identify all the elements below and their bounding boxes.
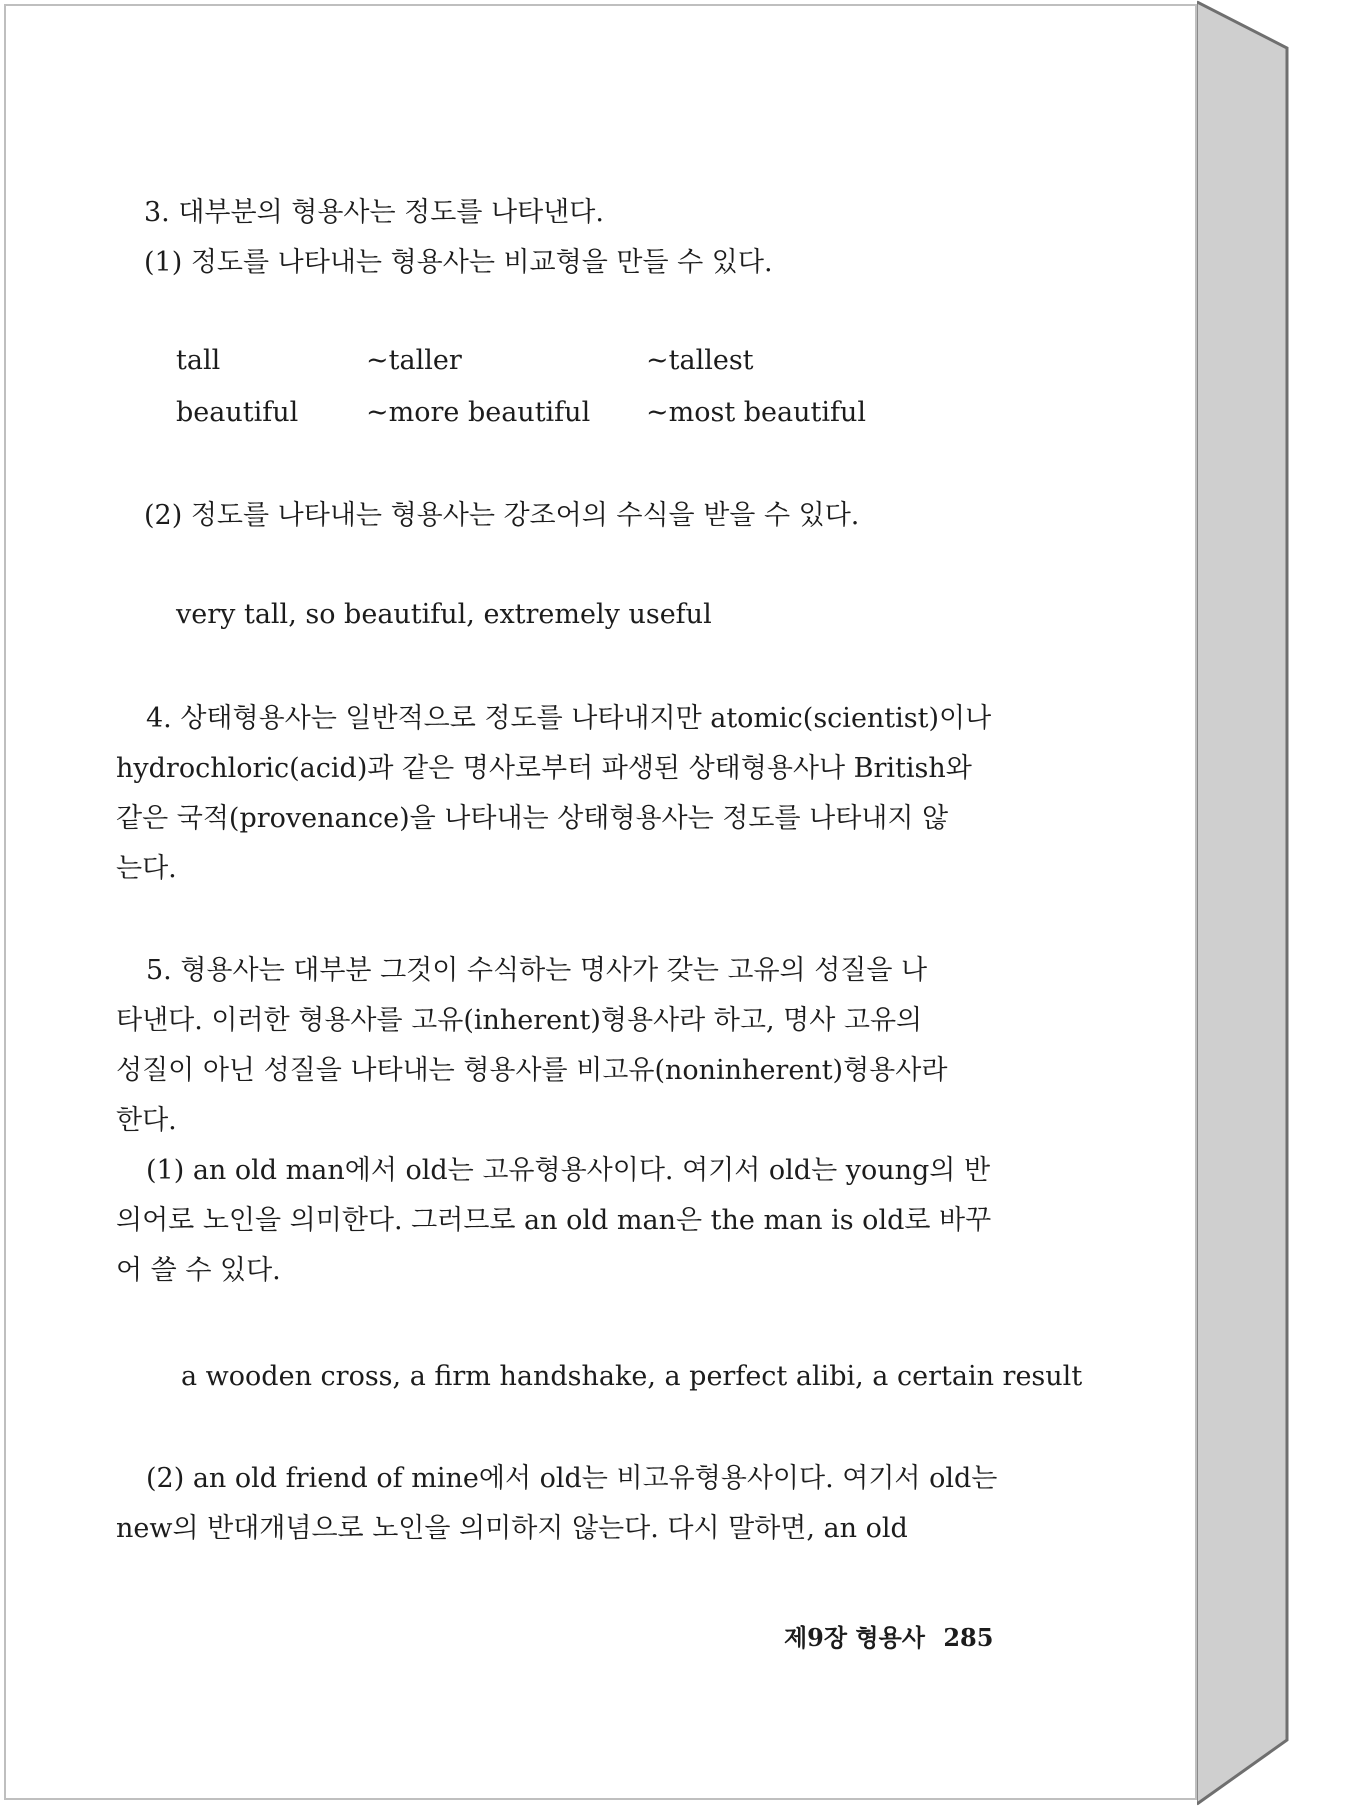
section3-sub2: (2) 정도를 나타내는 형용사는 강조어의 수식을 받을 수 있다. — [144, 500, 860, 531]
section5-sub1-line-1: (1) an old man에서 old는 고유형용사이다. 여기서 old는 young의 반 — [146, 1155, 991, 1186]
example-comparative: ~more beautiful — [366, 397, 591, 428]
intensifier-example: very tall, so beautiful, extremely useful — [176, 599, 712, 630]
section4-line-4: 는다. — [116, 853, 177, 884]
section5-line-1: 5. 형용사는 대부분 그것이 수식하는 명사가 갖는 고유의 성질을 나 — [146, 955, 928, 986]
section5-sub2-line-2: new의 반대개념으로 노인을 의미하지 않는다. 다시 말하면, an old — [116, 1513, 908, 1544]
section5-line-2: 타낸다. 이러한 형용사를 고유(inherent)형용사라 하고, 명사 고유의 — [116, 1005, 923, 1036]
section5-line-3: 성질이 아닌 성질을 나타내는 형용사를 비고유(noninherent)형용사라 — [116, 1055, 948, 1086]
example-base: tall — [176, 345, 221, 376]
page-footer — [784, 1623, 993, 1653]
page-number: 285 — [943, 1623, 994, 1652]
section3-sub1: (1) 정도를 나타내는 형용사는 비교형을 만들 수 있다. — [144, 247, 773, 278]
document-page — [4, 4, 1197, 1800]
section5-sub2-line-1: (2) an old friend of mine에서 old는 비고유형용사이다. 여기서 old는 — [146, 1463, 998, 1494]
example-superlative: ~tallest — [646, 345, 754, 376]
example-row-tall — [176, 344, 876, 378]
section4-line-2: hydrochloric(acid)과 같은 명사로부터 파생된 상태형용사나 British와 — [116, 753, 972, 784]
example-row-beautiful — [176, 396, 876, 430]
book-edge-shading — [1197, 0, 1357, 1806]
example-comparative: ~taller — [366, 345, 462, 376]
section4-line-3: 같은 국적(provenance)을 나타내는 상태형용사는 정도를 나타내지 않 — [116, 803, 949, 834]
section5-sub1-example: a wooden cross, a firm handshake, a perfect alibi, a certain result — [181, 1361, 1083, 1392]
page-content — [6, 6, 1199, 1802]
section5-sub1-line-2: 의어로 노인을 의미한다. 그러므로 an old man은 the man is old로 바꾸 — [116, 1205, 992, 1236]
example-superlative: ~most beautiful — [646, 397, 867, 428]
section3-heading: 3. 대부분의 형용사는 정도를 나타낸다. — [144, 197, 604, 228]
chapter-label: 제9장 형용사 — [784, 1623, 925, 1652]
section5-sub1-line-3: 어 쓸 수 있다. — [116, 1255, 281, 1286]
section4-line-1: 4. 상태형용사는 일반적으로 정도를 나타내지만 atomic(scientist)이나 — [146, 703, 992, 734]
example-base: beautiful — [176, 397, 299, 428]
section5-line-4: 한다. — [116, 1105, 177, 1136]
